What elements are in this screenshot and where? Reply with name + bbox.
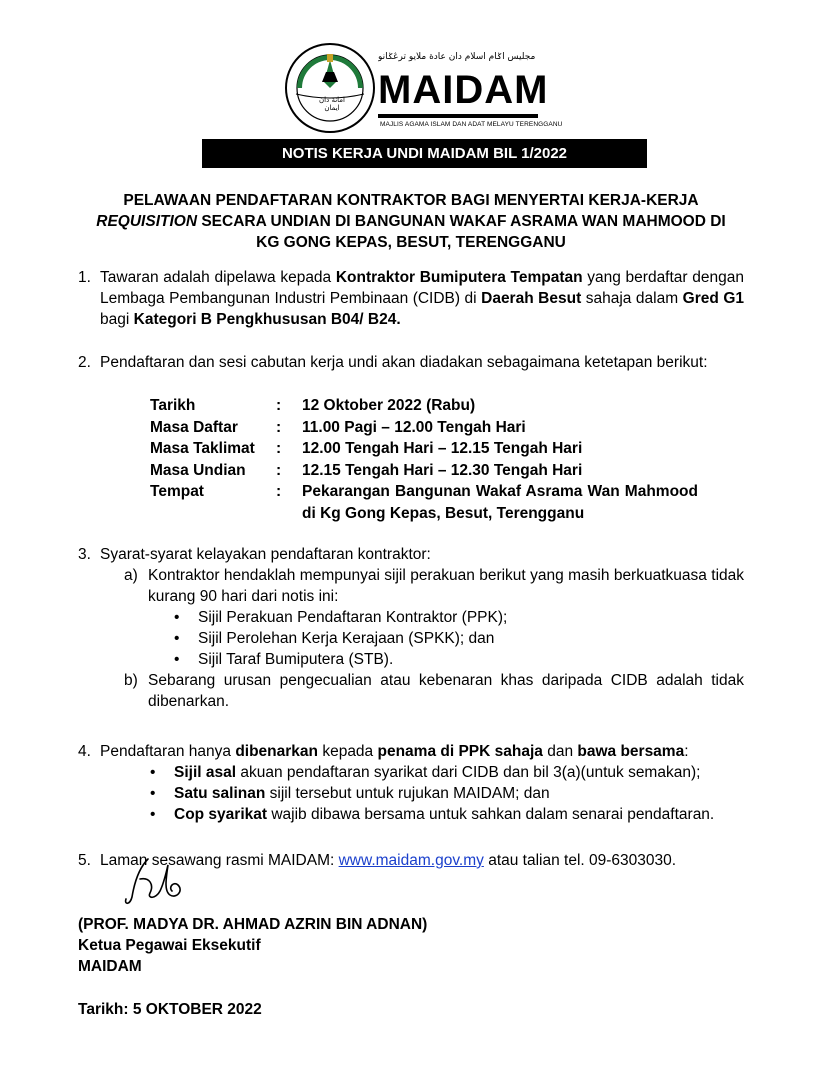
schedule-row xyxy=(150,417,700,439)
bold-run: Gred G1 xyxy=(682,290,744,307)
schedule-colon: : xyxy=(276,397,282,414)
brand-name: MAIDAM xyxy=(378,68,549,112)
text-run: sijil tersebut untuk rujukan MAIDAM; dan xyxy=(265,785,550,802)
text-run: dan xyxy=(542,743,578,760)
schedule-colon: : xyxy=(276,461,282,479)
bold-run: penama di PPK sahaja xyxy=(377,743,543,760)
arabic-tagline: مجليس اݢام اسلام دان عادة ملايو ترڠݢانو xyxy=(378,52,536,62)
signatory-name: (PROF. MADYA DR. AHMAD AZRIN BIN ADNAN) xyxy=(78,916,428,933)
bold-run: bawa bersama xyxy=(577,743,685,760)
list-item: • Sijil Taraf Bumiputera (STB). xyxy=(172,649,744,670)
text-run: sahaja dalam xyxy=(581,290,683,307)
text-run: Laman sesawang rasmi MAIDAM: xyxy=(100,852,339,869)
schedule-table xyxy=(150,395,700,524)
signatory-org: MAIDAM xyxy=(78,958,142,975)
schedule-value: 12 Oktober 2022 (Rabu) xyxy=(302,397,476,414)
bold-run: Sijil asal xyxy=(174,764,237,781)
text-run: akuan pendaftaran syarikat dari CIDB dan bil 3(a)(untuk semakan); xyxy=(236,764,701,781)
notice-date: Tarikh: 5 OKTOBER 2022 xyxy=(78,1001,262,1018)
signatory-block xyxy=(78,914,427,977)
signatory-title: Ketua Pegawai Eksekutif xyxy=(78,937,261,954)
website-link[interactable]: www.maidam.gov.my xyxy=(338,852,484,869)
section-4-text xyxy=(100,741,744,762)
list-item xyxy=(148,783,744,804)
schedule-value: 12.00 Tengah Hari – 12.15 Tengah Hari xyxy=(302,440,583,457)
heading-line-3: KG GONG KEPAS, BESUT, TERENGGANU xyxy=(256,234,566,251)
bold-run: Daerah Besut xyxy=(481,290,582,307)
schedule-colon: : xyxy=(276,440,282,457)
crest-inner-text: امانة دان ايمان xyxy=(319,96,345,112)
certificate-list xyxy=(172,607,744,670)
sub-item-b xyxy=(100,670,744,712)
schedule-row xyxy=(150,460,700,482)
list-item xyxy=(148,762,744,783)
section-2 xyxy=(78,352,744,373)
schedule-value: 12.15 Tengah Hari – 12.30 Tengah Hari xyxy=(302,461,583,479)
schedule-label: Masa Taklimat xyxy=(150,440,255,457)
documents-list xyxy=(148,762,744,825)
brand-block xyxy=(378,52,563,132)
schedule-label: Masa Undian xyxy=(150,461,246,479)
text-run: wajib dibawa bersama untuk sahkan dalam senarai pendaftaran. xyxy=(267,806,715,823)
notice-heading xyxy=(60,190,762,253)
brand-underline xyxy=(378,114,538,118)
heading-line-1: PELAWAAN PENDAFTARAN KONTRAKTOR BAGI MENYERTAI KERJA-KERJA xyxy=(123,192,699,209)
bold-run: dibenarkan xyxy=(235,743,319,760)
section-3-text: Syarat-syarat kelayakan pendaftaran kontraktor: xyxy=(100,546,431,563)
heading-italic-word: REQUISITION xyxy=(96,213,198,230)
schedule-label: Masa Daftar xyxy=(150,418,238,436)
section-1 xyxy=(78,267,744,330)
text-run: kepada xyxy=(318,743,378,760)
sub-item-a-text: Kontraktor hendaklah mempunyai sijil perakuan berikut yang masih berkuatkuasa tidak kurang 90 hari dari notis ini: xyxy=(148,567,744,605)
schedule-colon: : xyxy=(276,483,282,500)
text-run: atau talian tel. 09-6303030. xyxy=(483,852,677,869)
sub-letter: a) xyxy=(124,567,138,584)
schedule-label: Tarikh xyxy=(150,397,196,414)
text-run: yang berdaftar dengan Lembaga Pembangunan Industri Pembinaan (CIDB) di xyxy=(100,269,744,307)
bold-run: Cop syarikat xyxy=(174,806,268,823)
section-number: 1. xyxy=(78,269,91,286)
signature-icon xyxy=(120,855,210,910)
text-run: : xyxy=(684,743,689,760)
list-item xyxy=(148,804,744,825)
heading-line-2-rest: SECARA UNDIAN DI BANGUNAN WAKAF ASRAMA WAN MAHMOOD DI xyxy=(197,213,726,230)
heading-line-2 xyxy=(60,211,762,232)
bold-run: Kontraktor Bumiputera Tempatan xyxy=(335,269,583,286)
schedule-value: Pekarangan Bangunan Wakaf Asrama Wan Mahmood di Kg Gong Kepas, Besut, Terengganu xyxy=(302,483,698,522)
schedule-row xyxy=(150,395,700,417)
schedule-colon: : xyxy=(276,418,282,436)
maidam-logo xyxy=(284,42,563,142)
sub-item-a xyxy=(100,565,744,607)
text-run: bagi xyxy=(100,311,134,328)
section-2-text: Pendaftaran dan sesi cabutan kerja undi akan diadakan sebagaimana ketetapan berikut: xyxy=(100,354,708,371)
text-run: Tawaran adalah dipelawa kepada xyxy=(100,269,336,286)
section-4 xyxy=(78,741,744,825)
schedule-label: Tempat xyxy=(150,483,204,500)
list-item: • Sijil Perakuan Pendaftaran Kontraktor (PPK); xyxy=(172,607,744,628)
section-number: 4. xyxy=(78,743,91,760)
list-item: • Sijil Perolehan Kerja Kerajaan (SPKK); dan xyxy=(172,628,744,649)
schedule-row xyxy=(150,438,700,460)
schedule-value: 11.00 Pagi – 12.00 Tengah Hari xyxy=(302,418,526,436)
section-number: 2. xyxy=(78,354,91,371)
bold-run: Kategori B Pengkhususan B04/ B24. xyxy=(133,311,401,328)
bold-run: Satu salinan xyxy=(174,785,266,802)
section-number: 5. xyxy=(78,852,91,869)
sub-letter: b) xyxy=(124,672,138,689)
text-run: Pendaftaran hanya xyxy=(100,743,236,760)
section-3 xyxy=(78,544,744,712)
notice-banner: NOTIS KERJA UNDI MAIDAM BIL 1/2022 xyxy=(202,139,647,168)
section-1-text xyxy=(100,267,744,330)
maidam-crest-icon xyxy=(284,42,376,134)
schedule-row xyxy=(150,481,700,524)
section-number: 3. xyxy=(78,546,91,563)
brand-subtitle: MAJLIS AGAMA ISLAM DAN ADAT MELAYU TERENGGANU xyxy=(380,121,563,128)
sub-item-b-text: Sebarang urusan pengecualian atau kebenaran khas daripada CIDB adalah tidak dibenarkan. xyxy=(148,672,744,710)
